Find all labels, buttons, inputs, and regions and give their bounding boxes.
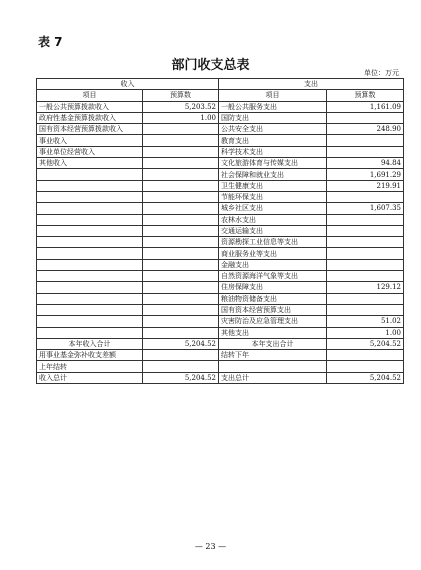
income-item-cell: 上年结转 [37,361,143,372]
expense-amount-cell: 248.90 [327,124,404,135]
income-amount-cell: 5,203.52 [143,101,219,112]
expense-amount-cell: 219.91 [327,180,404,191]
expense-item-cell: 金融支出 [219,259,327,270]
income-amount-cell [143,225,219,236]
expense-amount-cell [327,304,404,315]
expense-amount-cell: 5,204.52 [327,338,404,349]
expense-amount-cell [327,146,404,157]
income-item-cell: 收入总计 [37,372,143,383]
expense-item-cell: 本年支出合计 [219,338,327,349]
income-item-cell: 其他收入 [37,158,143,169]
column-header-income-item: 项目 [37,90,143,101]
income-item-cell [37,191,143,202]
table-row [37,124,404,135]
income-amount-cell [143,316,219,327]
expense-item-cell: 节能环保支出 [219,191,327,202]
income-amount-cell [143,293,219,304]
expense-item-cell: 其他支出 [219,327,327,338]
expense-amount-cell: 94.84 [327,158,404,169]
expense-item-cell: 灾害防治及应急管理支出 [219,316,327,327]
expense-item-cell: 文化旅游体育与传媒支出 [219,158,327,169]
expense-item-cell: 社会保障和就业支出 [219,169,327,180]
income-amount-cell [143,191,219,202]
table-row [37,158,404,169]
table-row [37,304,404,315]
income-amount-cell [143,248,219,259]
expense-amount-cell [327,248,404,259]
table-row [37,180,404,191]
table-row [37,248,404,259]
table-row [37,112,404,123]
subtotal-row [37,338,404,349]
income-item-cell [37,327,143,338]
income-amount-cell [143,203,219,214]
income-amount-cell [143,361,219,372]
income-amount-cell [143,146,219,157]
income-amount-cell [143,124,219,135]
income-amount-cell [143,169,219,180]
expense-amount-cell [327,293,404,304]
expense-amount-cell [327,214,404,225]
income-item-cell: 用事业基金弥补收支差额 [37,350,143,361]
income-item-cell [37,304,143,315]
income-item-cell [37,282,143,293]
expense-amount-cell [327,112,404,123]
table-title: 部门收支总表 [171,58,250,73]
table-body [37,79,404,384]
income-amount-cell: 1.00 [143,112,219,123]
income-item-cell [37,180,143,191]
expense-amount-cell [327,135,404,146]
expense-section-header: 支出 [219,79,404,90]
expense-item-cell: 国防支出 [219,112,327,123]
expense-item-cell: 教育支出 [219,135,327,146]
income-item-cell: 本年收入合计 [37,338,143,349]
budget-summary-table [36,78,404,384]
income-item-cell [37,214,143,225]
expense-amount-cell: 1,161.09 [327,101,404,112]
income-amount-cell [143,350,219,361]
expense-amount-cell [327,225,404,236]
section-header-row [37,79,404,90]
table-row [37,327,404,338]
income-item-cell [37,203,143,214]
income-item-cell [37,225,143,236]
column-header-income-amount: 预算数 [143,90,219,101]
income-item-cell [37,237,143,248]
expense-item-cell: 资源勘探工业信息等支出 [219,237,327,248]
income-item-cell: 事业单位经营收入 [37,146,143,157]
expense-item-cell: 交通运输支出 [219,225,327,236]
income-amount-cell: 5,204.52 [143,338,219,349]
expense-amount-cell: 1.00 [327,327,404,338]
table-row [37,316,404,327]
income-item-cell: 事业收入 [37,135,143,146]
table-row [37,203,404,214]
expense-item-cell: 支出总计 [219,372,327,383]
table-row [37,191,404,202]
expense-item-cell: 住房保障支出 [219,282,327,293]
table-row [37,350,404,361]
income-item-cell: 一般公共预算拨款收入 [37,101,143,112]
table-row [37,169,404,180]
income-item-cell [37,169,143,180]
income-item-cell [37,248,143,259]
income-item-cell [37,271,143,282]
page-number: — 23 — [194,542,227,551]
column-header-row [37,90,404,101]
column-header-expense-amount: 预算数 [327,90,404,101]
income-item-cell [37,293,143,304]
table-row [37,135,404,146]
expense-item-cell: 农林水支出 [219,214,327,225]
expense-item-cell: 科学技术支出 [219,146,327,157]
expense-amount-cell: 1,691.29 [327,169,404,180]
income-section-header: 收入 [37,79,219,90]
income-amount-cell [143,180,219,191]
expense-amount-cell [327,259,404,270]
table-row [37,225,404,236]
expense-amount-cell [327,350,404,361]
grand-total-row [37,372,404,383]
expense-item-cell: 公共安全支出 [219,124,327,135]
income-item-cell: 国有资本经营预算拨款收入 [37,124,143,135]
expense-amount-cell [327,237,404,248]
income-amount-cell [143,214,219,225]
expense-amount-cell [327,271,404,282]
income-item-cell: 政府性基金预算拨款收入 [37,112,143,123]
expense-item-cell: 自然资源海洋气象等支出 [219,271,327,282]
unit-label: 单位：万元 [364,69,399,77]
income-amount-cell [143,304,219,315]
income-amount-cell [143,271,219,282]
expense-item-cell: 国有资本经营预算支出 [219,304,327,315]
income-amount-cell: 5,204.52 [143,372,219,383]
table-row [37,282,404,293]
expense-item-cell: 结转下年 [219,350,327,361]
expense-amount-cell: 1,607.35 [327,203,404,214]
expense-item-cell [219,361,327,372]
table-row [37,361,404,372]
table-row [37,237,404,248]
expense-amount-cell: 51.02 [327,316,404,327]
expense-item-cell: 商业服务业等支出 [219,248,327,259]
table-row [37,259,404,270]
expense-item-cell: 一般公共服务支出 [219,101,327,112]
income-amount-cell [143,135,219,146]
expense-amount-cell: 5,204.52 [327,372,404,383]
income-amount-cell [143,158,219,169]
table-row [37,293,404,304]
table-row [37,101,404,112]
column-header-expense-item: 项目 [219,90,327,101]
table-row [37,214,404,225]
table-row [37,146,404,157]
expense-amount-cell: 129.12 [327,282,404,293]
table-row [37,271,404,282]
expense-item-cell: 卫生健康支出 [219,180,327,191]
expense-amount-cell [327,191,404,202]
income-item-cell [37,316,143,327]
expense-item-cell: 城乡社区支出 [219,203,327,214]
expense-amount-cell [327,361,404,372]
expense-item-cell: 粮油物资储备支出 [219,293,327,304]
income-amount-cell [143,327,219,338]
income-amount-cell [143,282,219,293]
table-number: 表 7 [38,35,63,49]
income-amount-cell [143,237,219,248]
income-item-cell [37,259,143,270]
income-amount-cell [143,259,219,270]
